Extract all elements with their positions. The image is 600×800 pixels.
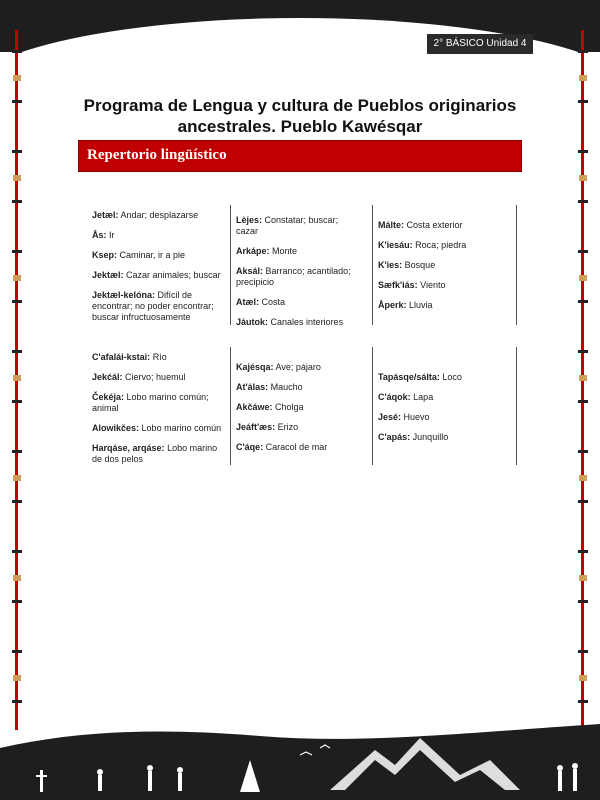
vocab-meaning: Difícil de encontrar; no poder encontrar; buscar infructuosamente [92,290,214,322]
vocab-word: Jesé: [378,412,402,422]
vocab-entry [92,443,226,465]
vocab-word: Sæfk'iás: [378,280,418,290]
vocab-word: Ksep: [92,250,118,260]
vocab-meaning: Lobo marino común [141,423,222,433]
column-divider [372,205,373,325]
vocab-entry [378,240,512,251]
vocab-entry [236,422,362,433]
vocab-word: Aksál: [236,266,264,276]
vocab-entry [236,215,362,237]
vocab-entry [378,280,512,291]
vocab-meaning: Lluvia [409,300,433,310]
vocab-meaning: Junquillo [412,432,449,442]
vocab-word: Arkápe: [236,246,270,256]
vocab-column [236,215,362,337]
page-title-line2: ancestrales. Pueblo Kawésqar [177,117,423,136]
vocab-word: Lèjes: [236,215,263,225]
vocab-meaning: Constatar; buscar; cazar [236,215,339,236]
vocab-meaning: Cazar animales; buscar [126,270,221,280]
vocab-word: Ås: [92,230,107,240]
vocab-entry [92,210,226,221]
vocab-entry [378,220,512,231]
vocab-entry [92,230,226,241]
vocab-meaning: Erizo [277,422,299,432]
vocab-entry [378,392,512,403]
vocab-meaning: Costa [261,297,286,307]
vocab-meaning: Viento [420,280,446,290]
vocab-meaning: Ir [109,230,115,240]
vocab-word: K'ies: [378,260,403,270]
vocab-word: K'iesáu: [378,240,413,250]
left-decorative-border [10,30,24,730]
grade-unit-badge: 2° BÁSICO Unidad 4 [427,34,533,54]
vocab-entry [236,266,362,288]
column-divider [230,205,231,325]
vocab-meaning: Cholga [275,402,304,412]
vocab-meaning: Bosque [404,260,436,270]
vocab-entry [236,402,362,413]
section-title: Repertorio lingüístico [87,147,227,163]
page-title [60,95,540,137]
vocab-entry [236,317,362,328]
vocab-entry [92,372,226,383]
vocab-word: Jektæl-kelóna: [92,290,156,300]
vocab-entry [378,412,512,423]
vocab-word: Kajésqa: [236,362,274,372]
vocab-word: C'afalái-kstai: [92,352,151,362]
landscape-silhouette-footer [0,720,600,800]
vocab-meaning: Río [152,352,167,362]
vocab-meaning: Andar; desplazarse [120,210,199,220]
vocab-word: C'áqe: [236,442,264,452]
column-divider [516,205,517,325]
vocab-word: Jáutok: [236,317,269,327]
vocab-meaning: Lobo marino de dos pelos [92,443,218,464]
vocab-column [236,362,362,462]
vocab-column [92,210,226,332]
vocab-meaning: Loco [442,372,462,382]
vocab-meaning: Lapa [413,392,434,402]
vocab-meaning: Caminar, ir a pie [119,250,186,260]
vocab-entry [92,270,226,281]
vocab-word: Harqáse, arqáse: [92,443,165,453]
vocab-word: Jetæl: [92,210,119,220]
vocab-entry [92,352,226,363]
vocab-meaning: Canales interiores [270,317,344,327]
vocab-word: At'álas: [236,382,269,392]
section-header [78,140,522,172]
vocab-meaning: Huevo [403,412,430,422]
vocab-entry [92,423,226,434]
column-divider [516,347,517,465]
column-divider [372,347,373,465]
right-decorative-border [576,30,590,730]
vocab-entry [378,432,512,443]
vocab-entry [92,392,226,414]
vocab-word: Atæl: [236,297,259,307]
vocab-word: Jektæl: [92,270,124,280]
vocab-word: Alowikčes: [92,423,140,433]
vocab-word: Čekéja: [92,392,125,402]
vocab-meaning: Maucho [270,382,303,392]
vocab-word: Jekćál: [92,372,123,382]
vocab-entry [378,300,512,311]
vocab-word: Tapásqe/sálta: [378,372,440,382]
vocab-word: Åperk: [378,300,407,310]
vocab-meaning: Barranco; acantilado; precipicio [236,266,351,287]
vocab-entry [92,250,226,261]
vocab-word: C'apás: [378,432,411,442]
vocab-column [378,372,512,452]
vocab-column [378,220,512,320]
vocab-entry [236,297,362,308]
vocab-column [92,352,226,474]
vocab-word: C'áqok: [378,392,411,402]
vocab-meaning: Ciervo; huemul [125,372,186,382]
vocab-meaning: Lobo marino común; animal [92,392,209,413]
vocab-entry [236,442,362,453]
vocab-meaning: Roca; piedra [415,240,467,250]
vocab-entry [236,362,362,373]
vocab-meaning: Caracol de mar [265,442,328,452]
vocab-meaning: Monte [272,246,298,256]
vocab-entry [92,290,226,323]
column-divider [230,347,231,465]
page-title-line1: Programa de Lengua y cultura de Pueblos originarios [83,96,517,115]
vocab-entry [378,372,512,383]
vocab-word: Málte: [378,220,405,230]
vocab-meaning: Ave; pájaro [275,362,321,372]
vocab-entry [378,260,512,271]
vocab-entry [236,246,362,257]
vocab-word: Akčáwe: [236,402,273,412]
vocab-meaning: Costa exterior [406,220,463,230]
vocab-entry [236,382,362,393]
vocab-word: Jeáft'æs: [236,422,276,432]
